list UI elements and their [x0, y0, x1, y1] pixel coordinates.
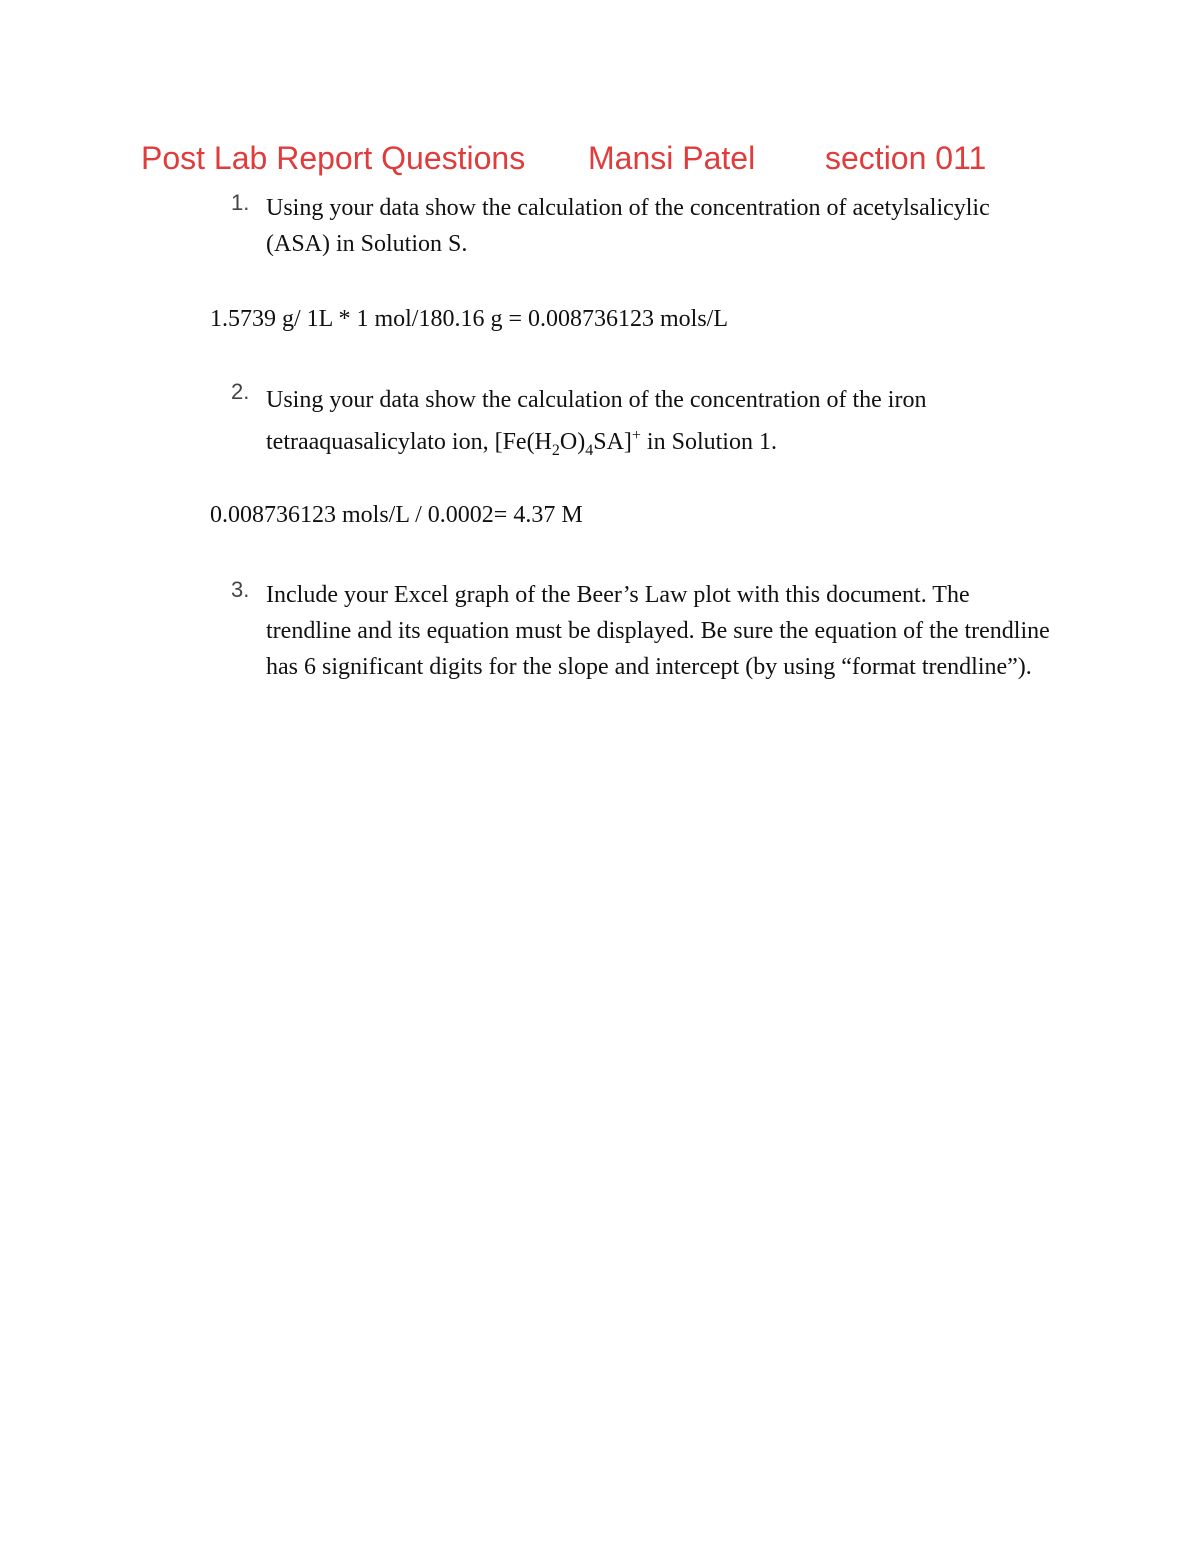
answer-1: 1.5739 g/ 1L * 1 mol/180.16 g = 0.008736123 mols/L: [210, 306, 728, 332]
student-name: Mansi Patel: [588, 140, 756, 176]
report-header: [141, 140, 1061, 184]
question-number: 3.: [231, 577, 250, 602]
report-title: Post Lab Report Questions: [141, 140, 526, 176]
question-number: 2.: [231, 379, 250, 404]
question-text: Using your data show the calculation of the concentration of acetylsalicylic (ASA) in Solution S.: [266, 195, 990, 257]
superscript: +: [631, 427, 641, 444]
question-text: Include your Excel graph of the Beer’s Law plot with this document. The trendline and its equation must be displayed. Be sure the equation of the trendline has 6 significant digits for the slope and intercept (by using “format trendline”).: [266, 582, 1050, 680]
question-number: 1.: [231, 190, 250, 215]
question-text: [266, 379, 1056, 463]
question-text-part: SA]: [593, 429, 632, 455]
question-text-part: Using your data show the calculation of the concentration of the iron tetraaquasalicylato ion, [Fe(H: [266, 387, 927, 455]
section-label: section 011: [825, 140, 987, 176]
answer-2: 0.008736123 mols/L / 0.0002= 4.37 M: [210, 502, 583, 528]
question-text-part: O): [559, 429, 586, 455]
subscript: 2: [551, 441, 560, 459]
question-text-part: in Solution 1.: [640, 429, 777, 455]
subscript: 4: [585, 441, 594, 459]
